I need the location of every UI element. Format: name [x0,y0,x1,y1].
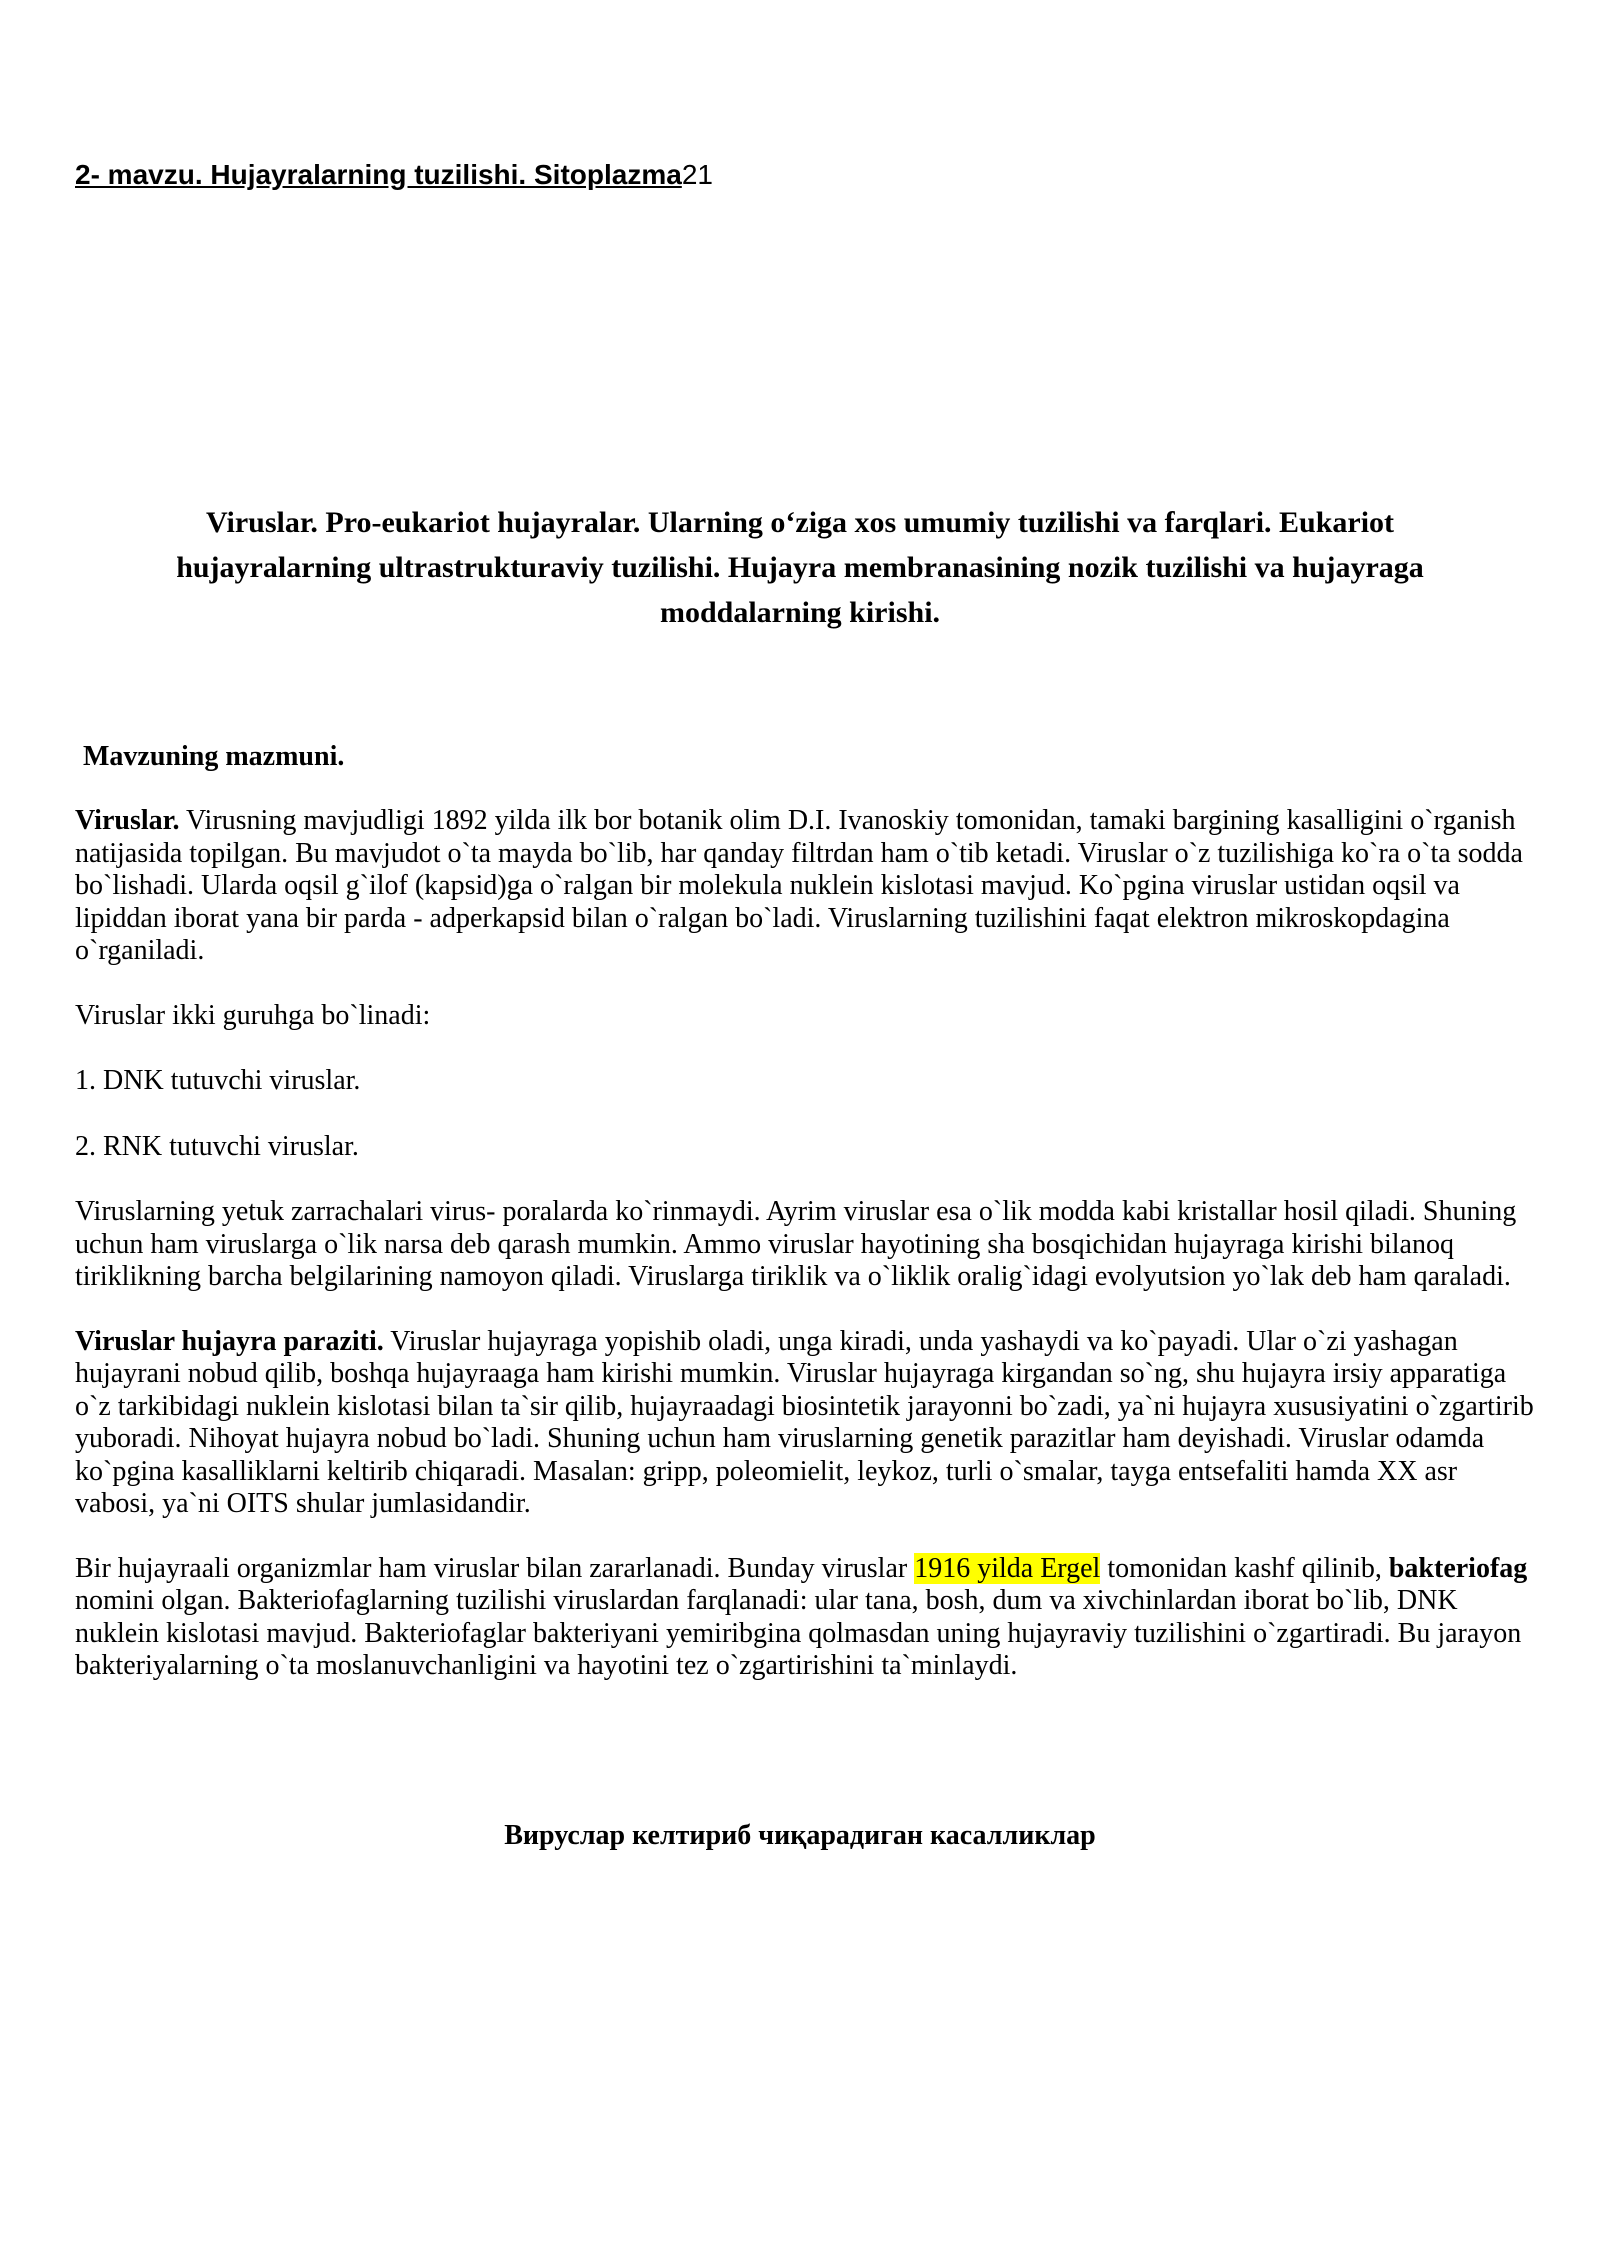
paragraph-bacteriophage [75,1553,1535,1683]
bold-term: bakteriofag [1388,1552,1528,1584]
page-reference: 21 [681,159,713,190]
section-label: Mavzuning mazmuni. [83,741,345,772]
paragraph-parasite [75,1326,1535,1521]
topic-title: 2- mavzu. Hujayralarning tuzilishi. Sitoplazma [75,159,682,190]
main-title: Viruslar. Pro-eukariot hujayralar. Ularning o‘ziga xos umumiy tuzilishi va farqlari. Eukariot hujayralarning ultrastrukturaviy tuzilishi. Hujayra membranasining nozik tuzilishi va hujayraga moddalarning kirishi. [176,506,1424,629]
highlighted-text: 1916 yilda Ergel [914,1552,1101,1584]
paragraph-text: Virusning mavjudligi 1892 yilda ilk bor botanik olim D.I. Ivanoskiy tomonidan, tamaki bargining kasalligini o`rganish natijasida topilgan. Bu mavjudot o`ta mayda bo`lib, har qanday filtrdan ham o`tib ketadi. Viruslar o`z tuzilishiga ko`ra o`ta sodda bo`lishadi. Ularda oqsil g`ilof (kapsid)ga o`ralgan bir molekula nuklein kislotasi mavjud. Ko`pgina viruslar ustidan oqsil va lipiddan iborat yana bir parda - adperkapsid bilan o`ralgan bo`ladi. Viruslarning tuzilishini faqat elektron mikroskopdagina o`rganiladi. [75,805,1523,966]
paragraph-viruses [75,805,1535,968]
paragraph-text: nomini olgan. Bakteriofaglarning tuzilishi viruslardan farqlanadi: ular tana, bosh, dum va xivchinlardan iborat bo`lib, DNK nuklein kislotasi mavjud. Bakteriofaglar bakteriyani yemiribgina qolmasdan uning hujayraviy tuzilishini o`zgartiradi. Bu jarayon bakteriyalarning o`ta moslanuvchanligini va hayotini tez o`zgartirishini ta`minlaydi. [75,1585,1522,1681]
topic-heading [75,158,713,192]
diseases-heading: Вируслар келтириб чиқарадиган касалликлар [504,1820,1096,1851]
document-body [75,805,1535,1715]
paragraph-text: Viruslar hujayraga yopishib oladi, unga kiradi, unda yashaydi va ko`payadi. Ular o`zi yashagan hujayrani nobud qilib, boshqa hujayraaga ham kirishi mumkin. Viruslar hujayraga kirgandan so`ng, shu hujayra irsiy apparatiga o`z tarkibidagi nuklein kislotasi bilan ta`sir qilib, hujayraadagi biosintetik jarayonni bo`zadi, ya`ni hujayra xususiyatini o`zgartirib yuboradi. Nihoyat hujayra nobud bo`ladi. Shuning uchun ham viruslarning genetik parazitlar ham deyishadi. Viruslar odamda ko`pgina kasalliklarni keltirib chiqaradi. Masalan: gripp, poleomielit, leykoz, turli o`smalar, tayga entsefaliti hamda XX asr vabosi, ya`ni OITS shular jumlasidandir. [75,1325,1534,1519]
list-item-dnk: 1. DNK tutuvchi viruslar. [75,1065,361,1096]
paragraph-particles: Viruslarning yetuk zarrachalari virus- poralarda ko`rinmaydi. Ayrim viruslar esa o`lik modda kabi kristallar hosil qiladi. Shuning uchun ham viruslarga o`lik narsa deb qarash mumkin. Ammo viruslar hayotining sha bosqichidan hujayraga kirishi bilanoq tiriklikning barcha belgilarining namoyon qiladi. Viruslarga tiriklik va o`liklik oralig`idagi evolyutsion yo`lak deb ham qaraladi. [75,1196,1517,1292]
list-item-rnk: 2. RNK tutuvchi viruslar. [75,1130,359,1162]
paragraph-text: tomonidan kashf qilinib, [1100,1552,1389,1584]
paragraph-groups-intro: Viruslar ikki guruhga bo`linadi: [75,999,431,1031]
paragraph-text: Bir hujayraali organizmlar ham viruslar bilan zararlanadi. Bunday viruslar [75,1552,915,1584]
paragraph-lead: Viruslar. [75,805,180,836]
paragraph-lead: Viruslar hujayra paraziti. [75,1325,384,1357]
